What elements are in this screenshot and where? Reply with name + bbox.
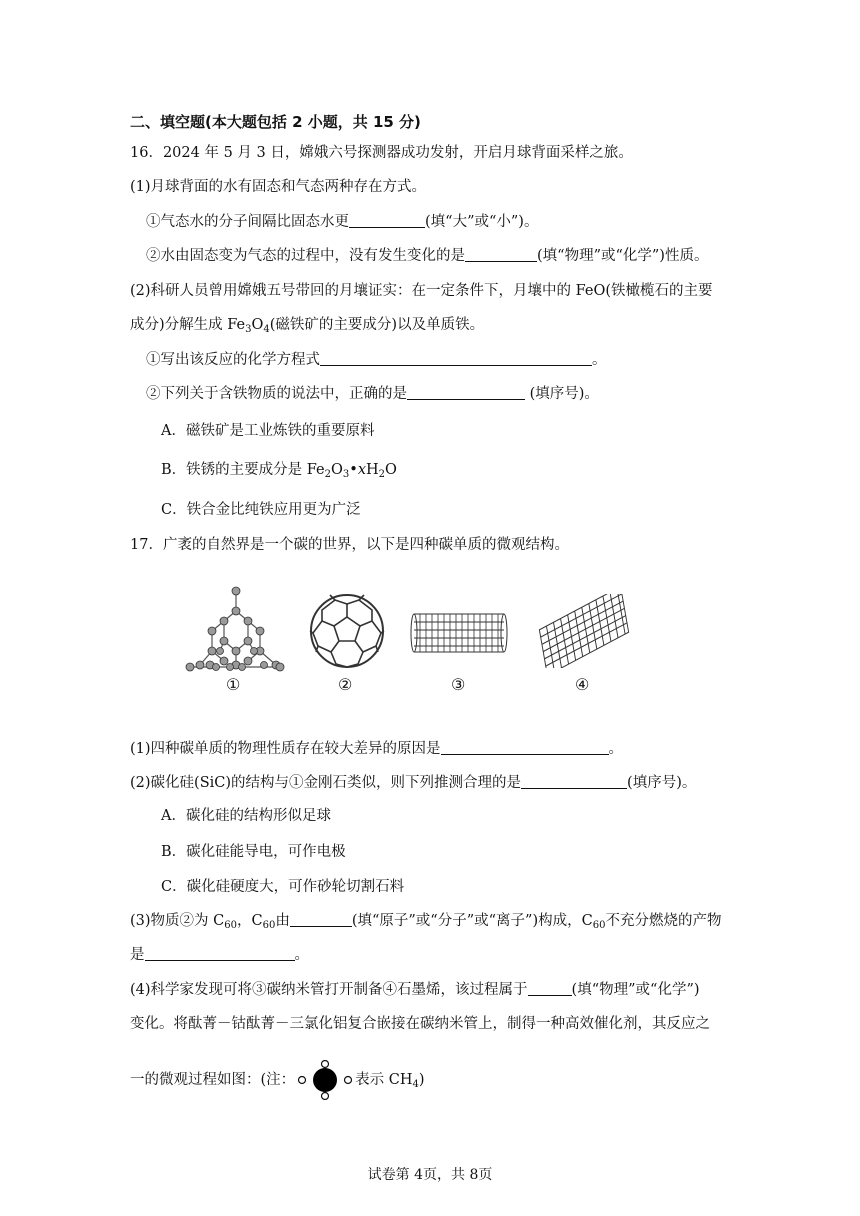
answer-blank[interactable] <box>290 911 352 927</box>
q16-part1: (1)月球背面的水有固态和气态两种存在方式。 <box>130 179 427 195</box>
q17-part4-line3: 一的微观过程如图：(注： 表示 $CH_4$) <box>130 1060 425 1100</box>
answer-blank[interactable] <box>320 350 592 366</box>
answer-blank[interactable] <box>441 739 609 755</box>
q17-part1: (1)四种碳单质的物理性质存在较大差异的原因是 。 <box>130 741 624 757</box>
c60-structure-image <box>306 590 388 672</box>
q16-part2-b: ②下列关于含铁物质的说法中，正确的是 (填序号)。 <box>146 386 599 402</box>
q17-part3-line1: (3)物质②为 $C_{60}$，$C_{60}$由 (填“原子”或“分子”或“离子”)构成，$C_{60}$不充分燃烧的产物 <box>130 913 722 931</box>
q16-part1-a: ①气态水的分子间隔比固态水更 (填“大”或“小”)。 <box>146 214 539 230</box>
q17-option-b: B．碳化硅能导电，可作电极 <box>161 844 346 860</box>
q17-stem: 17．广袤的自然界是一个碳的世界，以下是四种碳单质的微观结构。 <box>130 537 569 553</box>
answer-blank[interactable] <box>521 773 627 789</box>
q16-option-b: B．铁锈的主要成分是 $Fe_2O_3•xH_2O$ <box>161 462 397 480</box>
q17-part3-line2: 是 。 <box>130 947 309 963</box>
diamond-structure-image <box>180 585 290 675</box>
q16-option-c: C．铁合金比纯铁应用更为广泛 <box>161 502 361 518</box>
figure-label-2: ② <box>338 675 353 694</box>
q17-part4-line1: (4)科学家发现可将③碳纳米管打开制备④石墨烯，该过程属于 (填“物理”或“化学”) <box>130 982 700 998</box>
q16-stem: 16．2024 年 5 月 3 日，嫦娥六号探测器成功发射，开启月球背面采样之旅。 <box>130 145 633 161</box>
page-footer: 试卷第 4页，共 8页 <box>367 1167 493 1183</box>
figure-label-3: ③ <box>451 675 466 694</box>
figure-label-1: ① <box>226 675 241 694</box>
q16-part2-a: ①写出该反应的化学方程式 。 <box>146 352 607 368</box>
ch4-molecule-icon <box>297 1060 353 1100</box>
q17-option-a: A．碳化硅的结构形似足球 <box>161 808 331 824</box>
q17-part2: (2)碳化硅(SiC)的结构与①金刚石类似，则下列推测合理的是 (填序号)。 <box>130 775 697 791</box>
answer-blank[interactable] <box>407 384 525 400</box>
answer-blank[interactable] <box>349 212 425 228</box>
figure-label-4: ④ <box>575 675 590 694</box>
q16-part1-b: ②水由固态变为气态的过程中，没有发生变化的是 (填“物理”或“化学”)性质。 <box>146 248 709 264</box>
q16-option-a: A．磁铁矿是工业炼铁的重要原料 <box>161 423 375 439</box>
q17-option-c: C．碳化硅硬度大，可作砂轮切割石料 <box>161 879 405 895</box>
q17-part4-line2: 变化。将酞菁－钴酞菁－三氯化铝复合嵌接在碳纳米管上，制得一种高效催化剂，其反应之 <box>130 1016 710 1032</box>
q16-part2-line1: (2)科研人员曾用嫦娥五号带回的月壤证实：在一定条件下，月壤中的 FeO(铁橄榄石的主要 <box>130 283 713 299</box>
answer-blank[interactable] <box>528 980 572 996</box>
nanotube-structure-image <box>410 608 508 656</box>
section-title: 二、填空题(本大题包括 2 小题，共 15 分) <box>130 113 421 131</box>
answer-blank[interactable] <box>465 246 537 262</box>
q16-part2-line2: 成分)分解生成 $Fe_3O_4$(磁铁矿的主要成分)以及单质铁。 <box>130 317 485 335</box>
graphene-structure-image <box>532 594 636 668</box>
answer-blank[interactable] <box>145 945 295 961</box>
